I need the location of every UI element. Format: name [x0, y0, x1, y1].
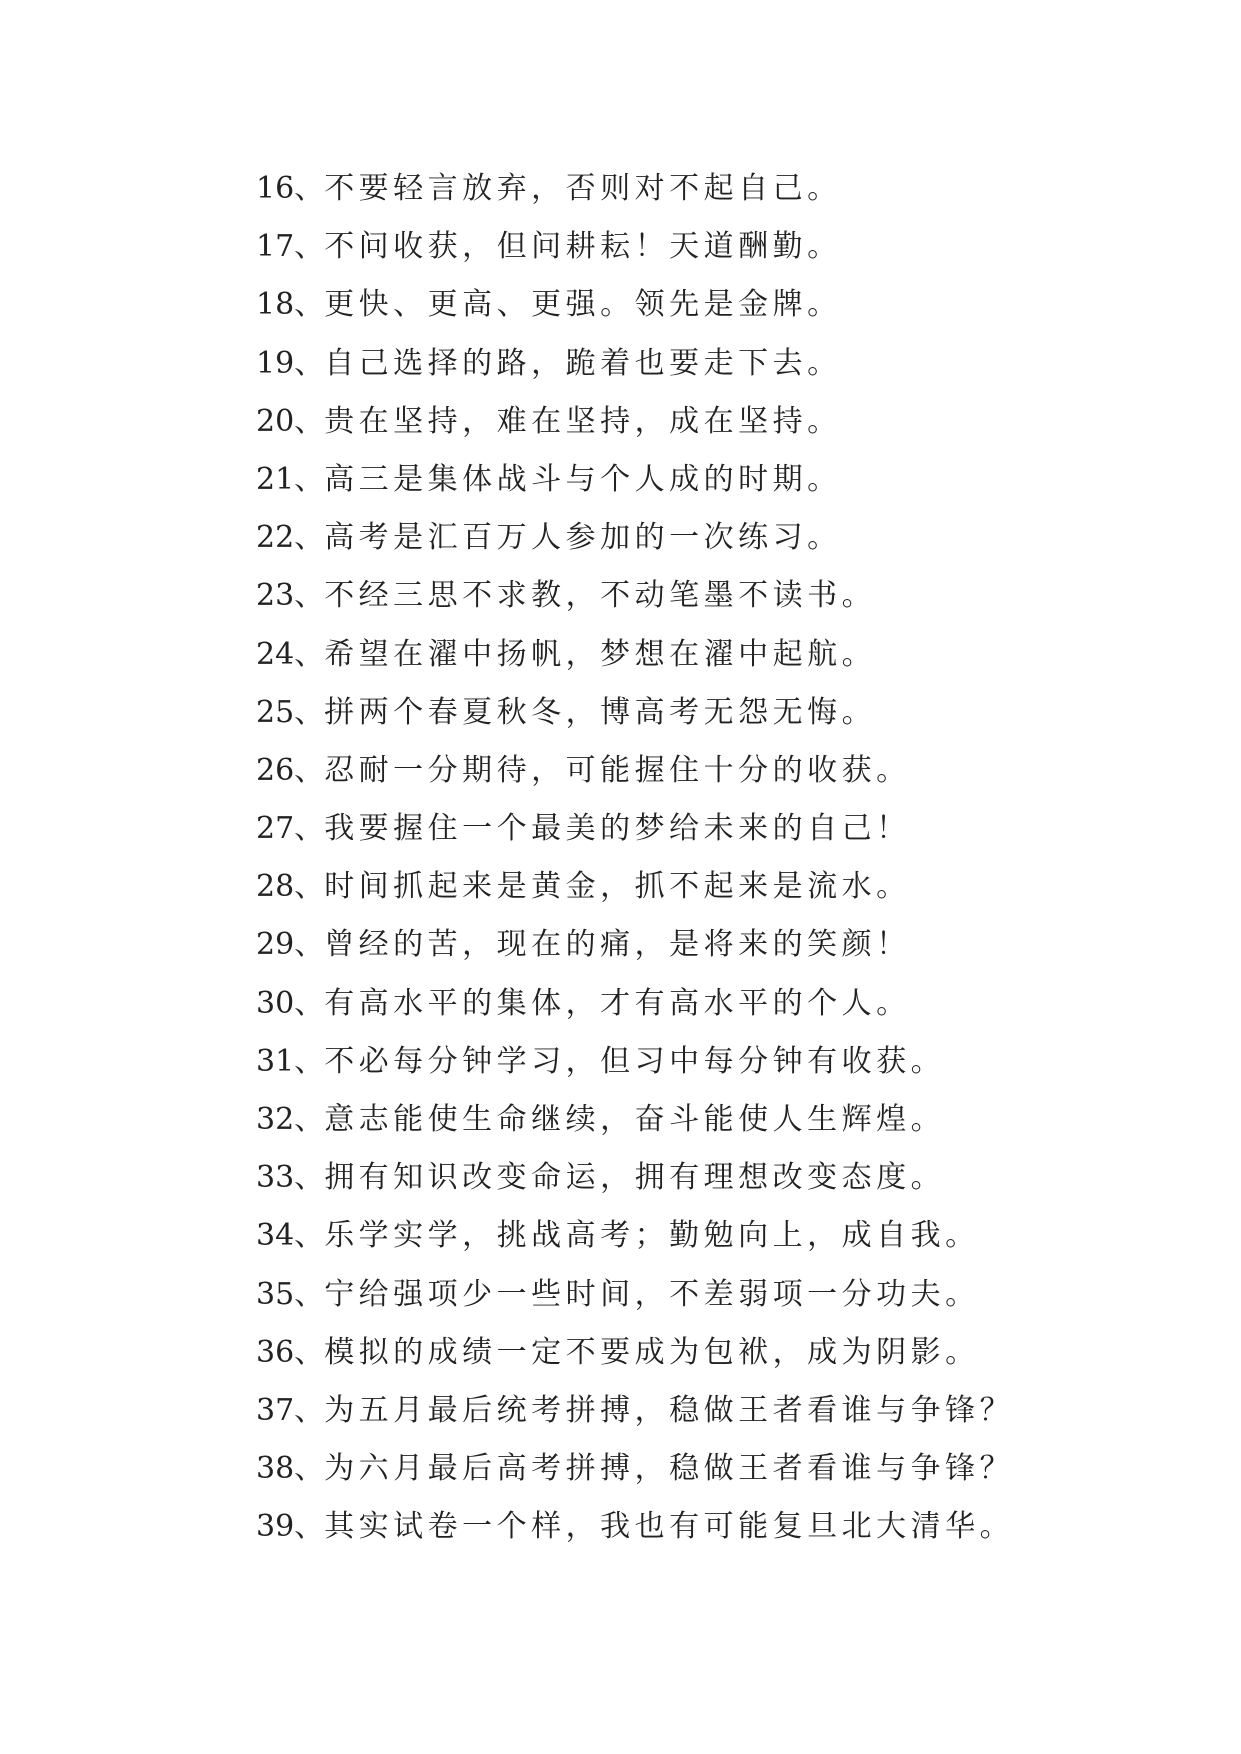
quote-number: 17、 — [256, 229, 325, 265]
quote-number: 25、 — [256, 694, 325, 730]
quote-text: 不必每分钟学习，但习中每分钟有收获。 — [324, 1043, 946, 1079]
quote-list — [256, 160, 1014, 1557]
quote-line — [256, 393, 1014, 451]
quote-number: 35、 — [256, 1276, 325, 1312]
quote-line — [256, 218, 1014, 276]
quote-text: 贵在坚持，难在坚持，成在坚持。 — [324, 403, 842, 439]
quote-line — [256, 1207, 1014, 1265]
quote-number: 30、 — [256, 985, 325, 1021]
quote-number: 22、 — [256, 520, 325, 556]
quote-number: 36、 — [256, 1334, 325, 1370]
quote-text: 为五月最后统考拼搏，稳做王者看谁与争锋？ — [324, 1392, 1015, 1428]
quote-line — [256, 1149, 1014, 1207]
quote-text: 乐学实学，挑战高考；勤勉向上，成自我。 — [324, 1218, 980, 1254]
quote-number: 34、 — [256, 1218, 325, 1254]
quote-line — [256, 742, 1014, 800]
quote-text: 不经三思不求教，不动笔墨不读书。 — [324, 578, 877, 614]
quote-line — [256, 567, 1014, 625]
quote-number: 38、 — [256, 1451, 325, 1487]
quote-line — [256, 916, 1014, 974]
quote-line — [256, 1091, 1014, 1149]
quote-line — [256, 1033, 1014, 1091]
quote-line — [256, 335, 1014, 393]
quote-number: 20、 — [256, 403, 325, 439]
quote-text: 我要握住一个最美的梦给未来的自己！ — [324, 811, 911, 847]
quote-text: 忍耐一分期待，可能握住十分的收获。 — [324, 752, 911, 788]
quote-number: 29、 — [256, 927, 325, 963]
quote-text: 更快、更高、更强。领先是金牌。 — [324, 287, 842, 323]
quote-number: 33、 — [256, 1160, 325, 1196]
quote-text: 自己选择的路，跪着也要走下去。 — [324, 345, 842, 381]
quote-text: 高考是汇百万人参加的一次练习。 — [324, 520, 842, 556]
quote-text: 不问收获，但问耕耘！天道酬勤。 — [324, 229, 842, 265]
quote-number: 31、 — [256, 1043, 325, 1079]
quote-number: 37、 — [256, 1392, 325, 1428]
quote-number: 21、 — [256, 461, 325, 497]
quote-line — [256, 1266, 1014, 1324]
quote-text: 拥有知识改变命运，拥有理想改变态度。 — [324, 1160, 946, 1196]
quote-line — [256, 509, 1014, 567]
quote-line — [256, 858, 1014, 916]
quote-text: 希望在濯中扬帆，梦想在濯中起航。 — [324, 636, 877, 672]
quote-line — [256, 684, 1014, 742]
quote-line — [256, 1382, 1014, 1440]
quote-text: 意志能使生命继续，奋斗能使人生辉煌。 — [324, 1102, 946, 1137]
quote-text: 拼两个春夏秋冬，博高考无怨无悔。 — [324, 694, 877, 730]
quote-text: 曾经的苦，现在的痛，是将来的笑颜！ — [324, 927, 911, 963]
quote-number: 32、 — [256, 1102, 325, 1137]
quote-text: 时间抓起来是黄金，抓不起来是流水。 — [324, 869, 911, 905]
quote-number: 26、 — [256, 752, 325, 788]
quote-number: 16、 — [256, 171, 325, 206]
quote-line — [256, 1324, 1014, 1382]
quote-line — [256, 276, 1014, 334]
quote-text: 其实试卷一个样，我也有可能复旦北大清华。 — [324, 1509, 1015, 1545]
quote-text: 高三是集体战斗与个人成的时期。 — [324, 461, 842, 497]
quote-line — [256, 800, 1014, 858]
quote-text: 宁给强项少一些时间，不差弱项一分功夫。 — [324, 1276, 980, 1312]
quote-number: 39、 — [256, 1509, 325, 1545]
quote-number: 24、 — [256, 636, 325, 672]
quote-number: 27、 — [256, 811, 325, 847]
quote-text: 模拟的成绩一定不要成为包袱，成为阴影。 — [324, 1334, 980, 1370]
quote-text: 为六月最后高考拼搏，稳做王者看谁与争锋？ — [324, 1451, 1015, 1487]
quote-line — [256, 975, 1014, 1033]
quote-line — [256, 626, 1014, 684]
quote-line — [256, 1440, 1014, 1498]
quote-line — [256, 160, 1014, 218]
quote-text: 不要轻言放弃，否则对不起自己。 — [324, 171, 842, 206]
quote-number: 18、 — [256, 287, 325, 323]
quote-number: 23、 — [256, 578, 325, 614]
quote-text: 有高水平的集体，才有高水平的个人。 — [324, 985, 911, 1021]
quote-number: 28、 — [256, 869, 325, 905]
quote-line — [256, 1498, 1014, 1556]
quote-number: 19、 — [256, 345, 325, 381]
quote-line — [256, 451, 1014, 509]
